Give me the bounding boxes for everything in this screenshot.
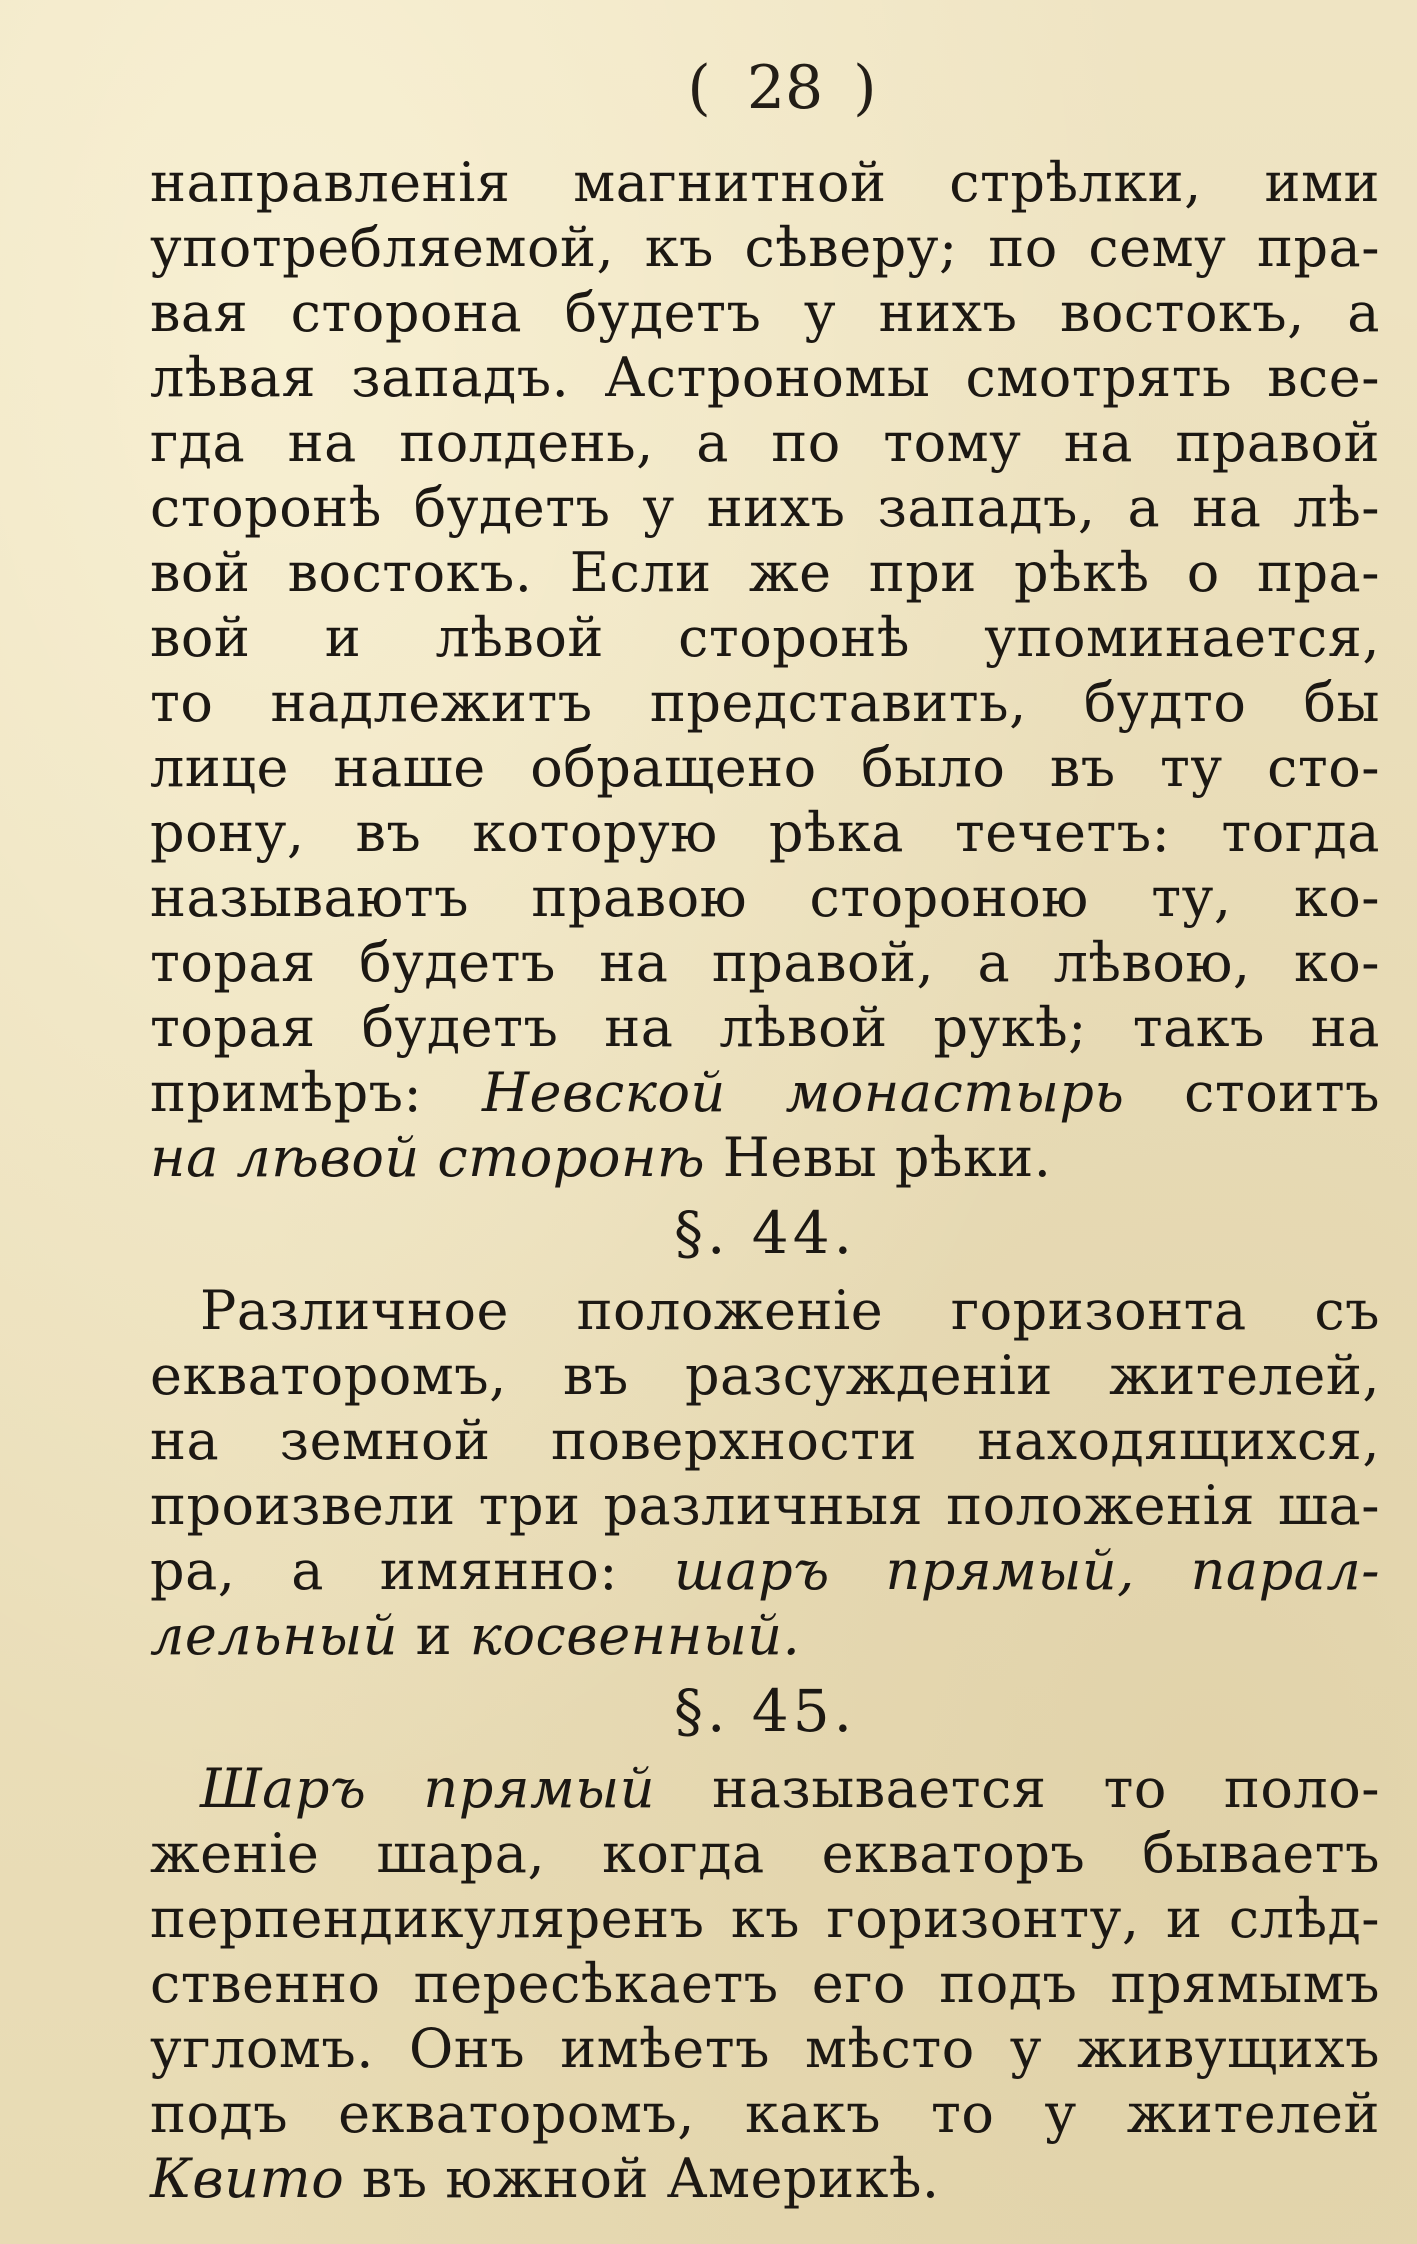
paragraph-orientation bbox=[150, 150, 1380, 1190]
italic-phrase: на лѣвой сторонѣ bbox=[150, 1126, 706, 1189]
text-line: сторонѣ будетъ у нихъ западъ, а на лѣ- bbox=[150, 476, 1380, 539]
text-run: ра, а имянно: bbox=[150, 1539, 618, 1602]
italic-phrase: лельный bbox=[150, 1604, 398, 1667]
italic-phrase: Невской монастырь bbox=[481, 1061, 1125, 1124]
text-run: Невы рѣки. bbox=[722, 1126, 1052, 1189]
text-line bbox=[150, 1756, 1380, 1821]
book-page bbox=[150, 53, 1380, 2218]
text-line: употребляемой, къ сѣверу; по сему пра- bbox=[150, 216, 1380, 279]
paren-close: ) bbox=[853, 53, 883, 123]
text-run: называется то поло- bbox=[712, 1757, 1380, 1820]
text-line: гда на полдень, а по тому на правой bbox=[150, 411, 1380, 474]
text-line: перпендикуляренъ къ горизонту, и слѣд- bbox=[150, 1887, 1380, 1950]
text-line bbox=[150, 1538, 1380, 1603]
paragraph-section-44 bbox=[150, 1278, 1380, 1668]
text-line: ственно пересѣкаетъ его подъ прямымъ bbox=[150, 1952, 1380, 2015]
text-line: торая будетъ на правой, а лѣвою, ко- bbox=[150, 931, 1380, 994]
text-line: лице наше обращено было въ ту сто- bbox=[150, 736, 1380, 799]
text-run: примѣръ: bbox=[150, 1061, 423, 1124]
text-line: произвели три различныя положенія ша- bbox=[150, 1474, 1380, 1537]
text-line: на земной поверхности находящихся, bbox=[150, 1409, 1380, 1472]
text-line: рону, въ которую рѣка течетъ: тогда bbox=[150, 801, 1380, 864]
section-heading-44: §. 44. bbox=[673, 1199, 857, 1267]
page-header bbox=[150, 53, 1380, 138]
text-line: Различное положеніе горизонта съ bbox=[200, 1279, 1380, 1342]
text-line bbox=[150, 1603, 1380, 1668]
text-line: называютъ правою стороною ту, ко- bbox=[150, 866, 1380, 929]
text-line: направленія магнитной стрѣлки, ими bbox=[150, 151, 1380, 214]
section-heading-45: §. 45. bbox=[673, 1677, 857, 1745]
text-run: и bbox=[415, 1604, 453, 1667]
text-line: вая сторона будетъ у нихъ востокъ, а bbox=[150, 281, 1380, 344]
text-line bbox=[150, 2146, 1380, 2211]
italic-phrase: Квито bbox=[150, 2147, 345, 2210]
text-line: вой востокъ. Если же при рѣкѣ о пра- bbox=[150, 541, 1380, 604]
text-line: торая будетъ на лѣвой рукѣ; такъ на bbox=[150, 996, 1380, 1059]
text-line: то надлежитъ представить, будто бы bbox=[150, 671, 1380, 734]
italic-phrase: косвенный. bbox=[469, 1604, 801, 1667]
paren-open: ( bbox=[687, 53, 717, 123]
text-run: стоитъ bbox=[1184, 1061, 1380, 1124]
text-line: угломъ. Онъ имѣетъ мѣсто у живущихъ bbox=[150, 2017, 1380, 2080]
italic-phrase: Шаръ прямый bbox=[200, 1757, 656, 1820]
text-line: екваторомъ, въ разсужденіи жителей, bbox=[150, 1344, 1380, 1407]
text-line: женіе шара, когда екваторъ бываетъ bbox=[150, 1822, 1380, 1885]
page-number: 28 bbox=[746, 53, 824, 123]
text-line bbox=[150, 1060, 1380, 1125]
text-run: въ южной Америкѣ. bbox=[361, 2147, 940, 2210]
text-line bbox=[150, 1125, 1380, 1190]
italic-phrase: шаръ прямый, парал- bbox=[673, 1539, 1380, 1602]
text-line: лѣвая западъ. Астрономы смотрять все- bbox=[150, 346, 1380, 409]
text-line: подъ екваторомъ, какъ то у жителей bbox=[150, 2082, 1380, 2145]
paragraph-section-45 bbox=[150, 1756, 1380, 2211]
text-line: вой и лѣвой сторонѣ упоминается, bbox=[150, 606, 1380, 669]
